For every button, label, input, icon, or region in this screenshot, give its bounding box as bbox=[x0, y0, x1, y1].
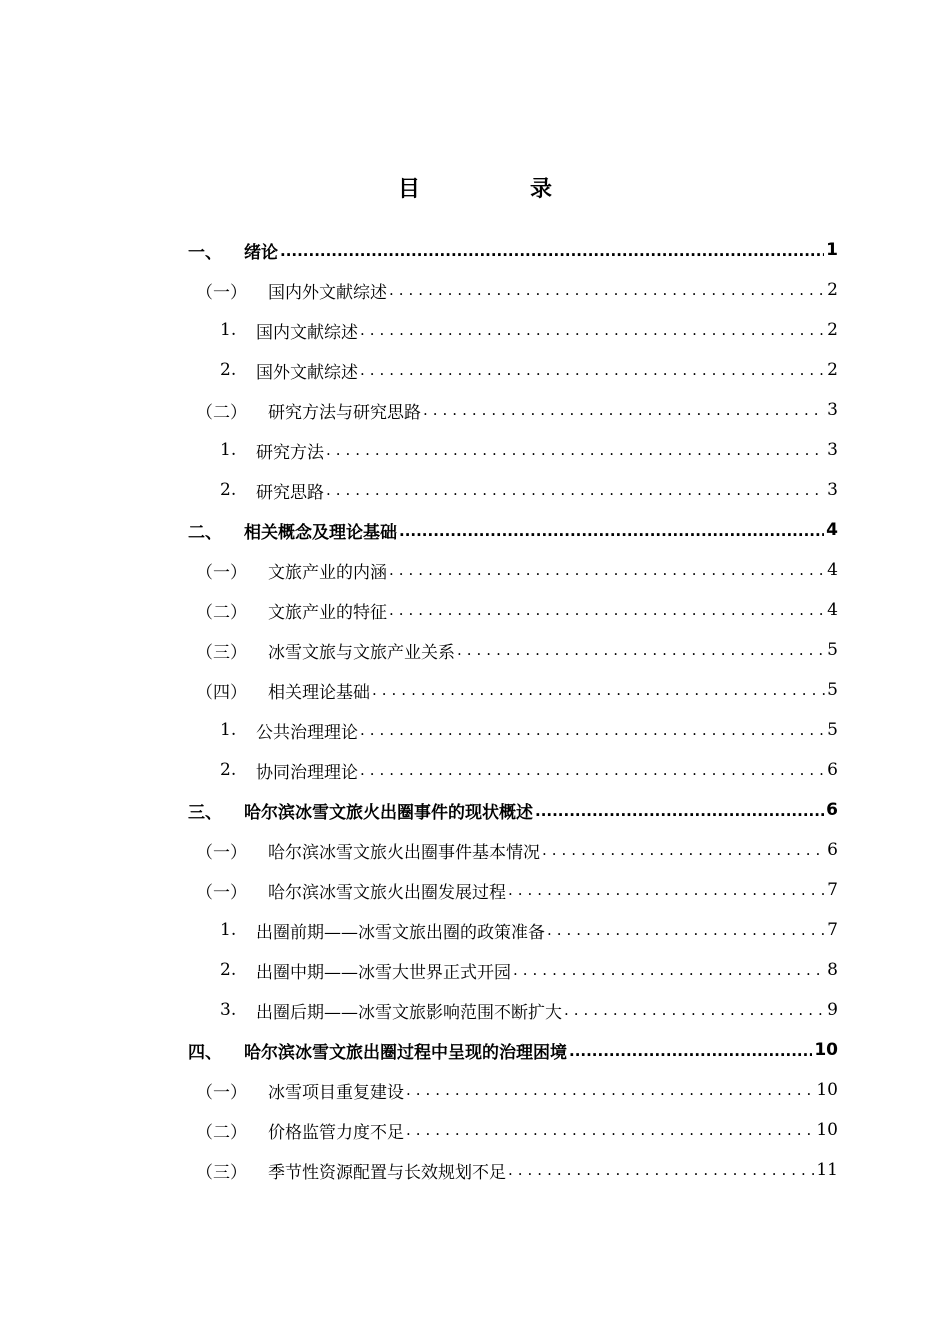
toc-entry-title: 绪论 bbox=[244, 242, 278, 263]
toc-entry-title: 季节性资源配置与长效规划不足 bbox=[268, 1162, 506, 1183]
toc-entry[interactable] bbox=[188, 950, 838, 990]
toc-entry-title: 冰雪文旅与文旅产业关系 bbox=[268, 642, 455, 663]
toc-entry-page: 2 bbox=[827, 280, 838, 300]
toc-entry-number: 1. bbox=[220, 440, 237, 460]
toc-entry-page: 9 bbox=[827, 1000, 838, 1020]
toc-leader-dots bbox=[457, 641, 825, 659]
toc-entry-number: 2. bbox=[220, 360, 237, 380]
toc-entry[interactable] bbox=[188, 470, 838, 510]
toc-entry-title: 研究方法与研究思路 bbox=[268, 402, 421, 423]
toc-entry-number: 三、 bbox=[188, 802, 222, 823]
toc-leader-dots bbox=[389, 601, 825, 619]
toc-entry-title: 国内文献综述 bbox=[256, 322, 358, 343]
toc-leader-dots bbox=[399, 521, 824, 539]
toc-entry[interactable] bbox=[188, 550, 838, 590]
toc-leader-dots bbox=[389, 281, 825, 299]
toc-entry-page: 6 bbox=[827, 760, 838, 780]
toc-leader-dots bbox=[547, 921, 825, 939]
toc-leader-dots bbox=[423, 401, 825, 419]
toc-entry[interactable] bbox=[188, 630, 838, 670]
toc-leader-dots bbox=[535, 801, 824, 819]
toc-entry-page: 6 bbox=[827, 840, 838, 860]
toc-entry-page: 7 bbox=[827, 920, 838, 940]
toc-entry-title: 研究方法 bbox=[256, 442, 324, 463]
toc-entry-page: 7 bbox=[827, 880, 838, 900]
toc-entry-number: 2. bbox=[220, 960, 237, 980]
toc-leader-dots bbox=[569, 1041, 812, 1059]
toc-leader-dots bbox=[360, 321, 825, 339]
toc-entry-number: （一） bbox=[196, 882, 247, 903]
toc-entry-title: 哈尔滨冰雪文旅出圈过程中呈现的治理困境 bbox=[244, 1042, 567, 1063]
toc-entry-number: 二、 bbox=[188, 522, 222, 543]
toc-entry-number: 2. bbox=[220, 760, 237, 780]
toc-entry[interactable] bbox=[188, 270, 838, 310]
toc-entry-number: （三） bbox=[196, 1162, 247, 1183]
toc-entry-title: 研究思路 bbox=[256, 482, 324, 503]
toc-entry[interactable] bbox=[188, 1110, 838, 1150]
toc-leader-dots bbox=[326, 481, 825, 499]
toc-entry-page: 5 bbox=[827, 680, 838, 700]
toc-entry-page: 1 bbox=[826, 240, 838, 260]
toc-leader-dots bbox=[508, 881, 825, 899]
toc-leader-dots bbox=[326, 441, 825, 459]
toc-entry-number: （三） bbox=[196, 642, 247, 663]
toc-entry[interactable] bbox=[188, 310, 838, 350]
toc-leader-dots bbox=[389, 561, 825, 579]
toc-leader-dots bbox=[360, 721, 825, 739]
toc-entry-page: 2 bbox=[827, 320, 838, 340]
toc-entry-title: 哈尔滨冰雪文旅火出圈事件基本情况 bbox=[268, 842, 540, 863]
toc-entry[interactable] bbox=[188, 350, 838, 390]
toc-entry-page: 4 bbox=[826, 520, 838, 540]
page-title: 目 录 bbox=[397, 177, 596, 202]
toc-leader-dots bbox=[513, 961, 825, 979]
toc-entry-number: 一、 bbox=[188, 242, 222, 263]
toc-entry-page: 5 bbox=[827, 640, 838, 660]
toc-entry[interactable] bbox=[188, 430, 838, 470]
toc-entry-page: 5 bbox=[827, 720, 838, 740]
toc-entry-number: 1. bbox=[220, 320, 237, 340]
toc-entry-title: 哈尔滨冰雪文旅火出圈发展过程 bbox=[268, 882, 506, 903]
toc-entry-page: 10 bbox=[816, 1120, 838, 1140]
toc-entry-title: 文旅产业的内涵 bbox=[268, 562, 387, 583]
toc-entry-page: 11 bbox=[816, 1160, 838, 1180]
toc-entry-title: 协同治理理论 bbox=[256, 762, 358, 783]
toc-entry[interactable] bbox=[188, 1030, 838, 1070]
toc-entry-number: （一） bbox=[196, 842, 247, 863]
toc-entry-number: （二） bbox=[196, 1122, 247, 1143]
toc-entry-title: 价格监管力度不足 bbox=[268, 1122, 404, 1143]
toc-entry-number: （二） bbox=[196, 402, 247, 423]
toc-leader-dots bbox=[564, 1001, 825, 1019]
toc-entry-number: 1. bbox=[220, 920, 237, 940]
table-of-contents bbox=[188, 230, 838, 1190]
toc-entry-title: 哈尔滨冰雪文旅火出圈事件的现状概述 bbox=[244, 802, 533, 823]
toc-entry[interactable] bbox=[188, 750, 838, 790]
toc-entry-number: （一） bbox=[196, 1082, 247, 1103]
toc-entry-number: （四） bbox=[196, 682, 247, 703]
toc-entry[interactable] bbox=[188, 910, 838, 950]
toc-entry[interactable] bbox=[188, 590, 838, 630]
toc-entry-title: 国外文献综述 bbox=[256, 362, 358, 383]
toc-entry-number: 3. bbox=[220, 1000, 237, 1020]
toc-entry-title: 文旅产业的特征 bbox=[268, 602, 387, 623]
toc-leader-dots bbox=[406, 1121, 814, 1139]
toc-leader-dots bbox=[372, 681, 825, 699]
toc-entry-page: 3 bbox=[827, 480, 838, 500]
toc-entry-page: 3 bbox=[827, 440, 838, 460]
toc-entry-page: 6 bbox=[826, 800, 838, 820]
toc-entry-page: 10 bbox=[814, 1040, 838, 1060]
toc-leader-dots bbox=[406, 1081, 814, 1099]
toc-entry-title: 公共治理理论 bbox=[256, 722, 358, 743]
toc-entry[interactable] bbox=[188, 510, 838, 550]
toc-entry-title: 出圈中期——冰雪大世界正式开园 bbox=[256, 962, 511, 983]
toc-entry[interactable] bbox=[188, 990, 838, 1030]
toc-entry[interactable] bbox=[188, 870, 838, 910]
toc-entry-page: 4 bbox=[827, 560, 838, 580]
toc-entry-page: 4 bbox=[827, 600, 838, 620]
toc-entry-title: 出圈前期——冰雪文旅出圈的政策准备 bbox=[256, 922, 545, 943]
toc-entry-title: 相关理论基础 bbox=[268, 682, 370, 703]
toc-entry-number: 四、 bbox=[188, 1042, 222, 1063]
toc-entry-page: 8 bbox=[827, 960, 838, 980]
toc-leader-dots bbox=[360, 761, 825, 779]
toc-entry[interactable] bbox=[188, 1150, 838, 1190]
toc-leader-dots bbox=[360, 361, 825, 379]
toc-entry-title: 相关概念及理论基础 bbox=[244, 522, 397, 543]
toc-entry[interactable] bbox=[188, 230, 838, 270]
toc-leader-dots bbox=[280, 241, 824, 259]
toc-entry-title: 冰雪项目重复建设 bbox=[268, 1082, 404, 1103]
toc-entry-page: 3 bbox=[827, 400, 838, 420]
toc-entry-number: （二） bbox=[196, 602, 247, 623]
toc-leader-dots bbox=[508, 1161, 814, 1179]
toc-entry[interactable] bbox=[188, 390, 838, 430]
toc-entry[interactable] bbox=[188, 670, 838, 710]
toc-entry-number: （一） bbox=[196, 282, 247, 303]
toc-entry-title: 出圈后期——冰雪文旅影响范围不断扩大 bbox=[256, 1002, 562, 1023]
toc-entry-page: 2 bbox=[827, 360, 838, 380]
toc-entry-number: 2. bbox=[220, 480, 237, 500]
toc-leader-dots bbox=[542, 841, 825, 859]
toc-entry-title: 国内外文献综述 bbox=[268, 282, 387, 303]
toc-entry-page: 10 bbox=[816, 1080, 838, 1100]
toc-entry-number: 1. bbox=[220, 720, 237, 740]
toc-entry[interactable] bbox=[188, 830, 838, 870]
toc-entry-number: （一） bbox=[196, 562, 247, 583]
toc-entry[interactable] bbox=[188, 790, 838, 830]
toc-entry[interactable] bbox=[188, 1070, 838, 1110]
toc-entry[interactable] bbox=[188, 710, 838, 750]
